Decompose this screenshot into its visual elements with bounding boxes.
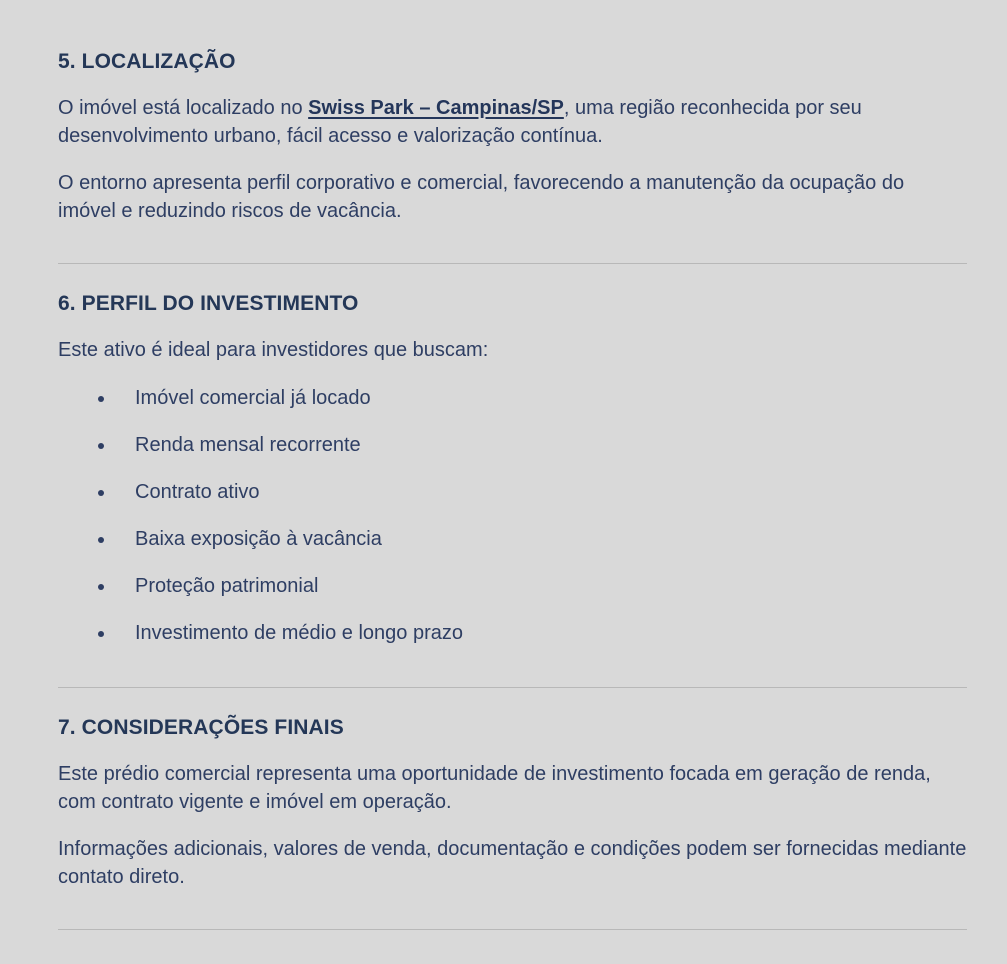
localizacao-text-after: , uma região reconhecida por seu desenvolvimento urbano, fácil acesso e valorização contínua. — [58, 97, 862, 147]
bullet-icon — [98, 443, 104, 449]
localizacao-text-before: O imóvel está localizado no — [58, 97, 309, 119]
list-item — [94, 478, 967, 506]
section-divider — [58, 263, 967, 264]
section-perfil-investimento — [58, 290, 967, 647]
consideracoes-paragraph-1: Este prédio comercial representa uma oportunidade de investimento focada em geração de renda, com contrato vigente e imóvel em operação. — [58, 763, 931, 813]
section-consideracoes-finais — [58, 714, 967, 891]
list-item-text: Proteção patrimonial — [135, 575, 319, 597]
section-localizacao — [58, 48, 967, 225]
list-item-text: Renda mensal recorrente — [135, 434, 361, 456]
list-item — [94, 384, 967, 412]
section-divider — [58, 929, 967, 930]
list-item-text: Imóvel comercial já locado — [135, 387, 371, 409]
list-item-text: Baixa exposição à vacância — [135, 528, 382, 550]
section-title-localizacao: 5. LOCALIZAÇÃO — [58, 50, 236, 73]
list-item-text: Investimento de médio e longo prazo — [135, 622, 463, 644]
consideracoes-paragraph-2: Informações adicionais, valores de venda, documentação e condições podem ser fornecidas mediante contato direto. — [58, 838, 967, 888]
list-item — [94, 431, 967, 459]
bullet-icon — [98, 537, 104, 543]
section-title-perfil: 6. PERFIL DO INVESTIMENTO — [58, 292, 359, 315]
localizacao-paragraph-2: O entorno apresenta perfil corporativo e comercial, favorecendo a manutenção da ocupação do imóvel e reduzindo riscos de vacância. — [58, 172, 905, 222]
bullet-icon — [98, 490, 104, 496]
perfil-list — [58, 384, 967, 647]
location-link[interactable]: Swiss Park – Campinas/SP — [308, 97, 564, 119]
list-item-text: Contrato ativo — [135, 481, 260, 503]
perfil-intro: Este ativo é ideal para investidores que buscam: — [58, 339, 489, 361]
list-item — [94, 525, 967, 553]
section-title-consideracoes: 7. CONSIDERAÇÕES FINAIS — [58, 716, 344, 739]
bullet-icon — [98, 631, 104, 637]
section-divider — [58, 687, 967, 688]
bullet-icon — [98, 396, 104, 402]
bullet-icon — [98, 584, 104, 590]
localizacao-paragraph-1 — [58, 94, 967, 150]
list-item — [94, 572, 967, 600]
list-item — [94, 619, 967, 647]
